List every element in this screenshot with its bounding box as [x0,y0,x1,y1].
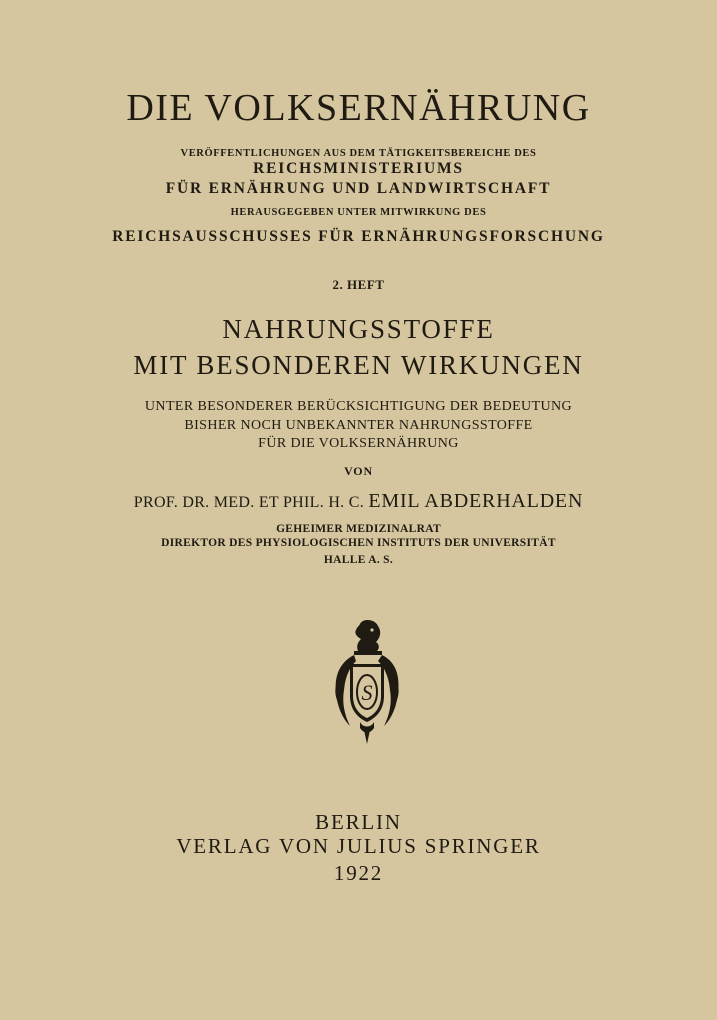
imprint-city: BERLIN [315,810,402,834]
publication-line-1: VERÖFFENTLICHUNGEN AUS DEM TÄTIGKEITSBEREICHE DES [180,148,537,159]
author-title-2: DIREKTOR DES PHYSIOLOGISCHEN INSTITUTS DER UNIVERSITÄT [161,537,556,549]
subtitle-line-2: BISHER NOCH UNBEKANNTER NAHRUNGSSTOFFE [184,418,533,433]
author-title-1: GEHEIMER MEDIZINALRAT [276,523,441,535]
imprint-publisher: VERLAG VON JULIUS SPRINGER [176,834,541,858]
logo-monogram: S [361,680,373,705]
subtitle-line-1: UNTER BESONDERER BERÜCKSICHTIGUNG DER BEDEUTUNG [144,399,573,414]
author-line [0,490,717,513]
imprint-year: 1922 [333,861,384,885]
springer-knight-emblem-icon [330,618,404,746]
publication-line-4: HERAUSGEGEBEN UNTER MITWIRKUNG DES [230,207,487,218]
main-title-line-2: MIT BESONDEREN WIRKUNGEN [133,350,584,380]
main-title-line-1: NAHRUNGSSTOFFE [222,314,495,344]
heft-number: 2. HEFT [332,277,385,292]
author-title-3: HALLE A. S. [323,554,394,566]
subtitle-line-3: FÜR DIE VOLKSERNÄHRUNG [258,436,459,451]
publication-line-3: FÜR ERNÄHRUNG UND LANDWIRTSCHAFT [165,180,552,197]
publication-line-5: REICHSAUSSCHUSSES FÜR ERNÄHRUNGSFORSCHUNG [112,228,605,245]
publication-line-2: REICHSMINISTERIUMS [253,160,464,177]
author-name: EMIL ABDERHALDEN [368,490,584,512]
author-prefix: PROF. DR. MED. ET PHIL. H. C. [133,494,365,511]
von-label: VON [344,464,373,478]
series-title: DIE VOLKSERNÄHRUNG [126,87,591,129]
